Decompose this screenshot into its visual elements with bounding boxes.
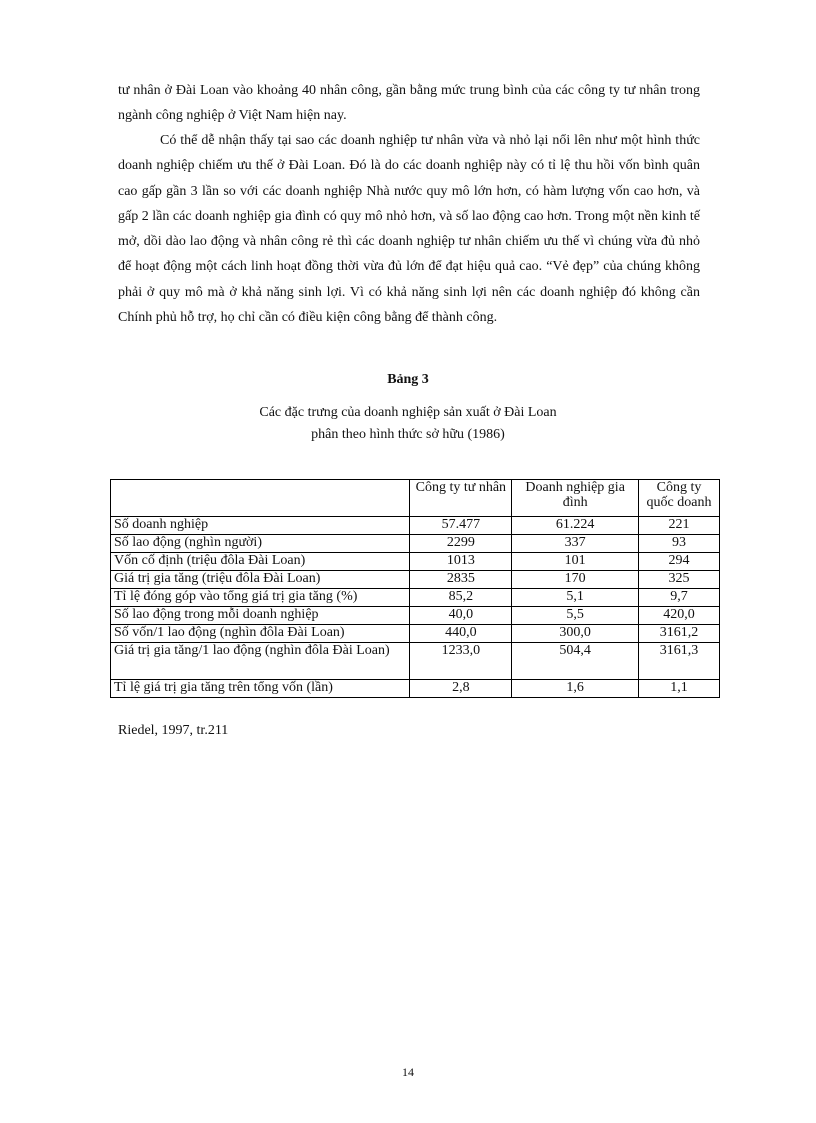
cell-family: 101 — [512, 553, 639, 571]
cell-state: 221 — [639, 517, 720, 535]
header-cell-family: Doanh nghiệp gia đình — [512, 480, 639, 517]
cell-private: 440,0 — [410, 625, 512, 643]
table-row — [111, 553, 720, 571]
enterprise-characteristics-table — [110, 479, 720, 698]
cell-state: 93 — [639, 535, 720, 553]
cell-family: 61.224 — [512, 517, 639, 535]
cell-family: 337 — [512, 535, 639, 553]
table-source: Riedel, 1997, tr.211 — [118, 723, 229, 738]
cell-family: 300,0 — [512, 625, 639, 643]
row-label: Tỉ lệ đóng góp vào tổng giá trị gia tăng (%) — [111, 589, 410, 607]
table-row — [111, 607, 720, 625]
row-label: Vốn cố định (triệu đôla Đài Loan) — [111, 553, 410, 571]
table-caption-line1: Các đặc trưng của doanh nghiệp sản xuất ở Đài Loan — [259, 405, 557, 420]
table-row — [111, 680, 720, 698]
table-caption-line2: phân theo hình thức sở hữu (1986) — [311, 427, 505, 442]
cell-family: 5,5 — [512, 607, 639, 625]
row-label: Số doanh nghiệp — [111, 517, 410, 535]
cell-family: 5,1 — [512, 589, 639, 607]
table-row — [111, 571, 720, 589]
row-label: Giá trị gia tăng (triệu đôla Đài Loan) — [111, 571, 410, 589]
table-row — [111, 643, 720, 680]
cell-private: 2835 — [410, 571, 512, 589]
table-number: Bảng 3 — [387, 372, 429, 387]
row-label: Số vốn/1 lao động (nghìn đôla Đài Loan) — [111, 625, 410, 643]
cell-state: 3161,2 — [639, 625, 720, 643]
cell-private: 1233,0 — [410, 643, 512, 680]
row-label: Giá trị gia tăng/1 lao động (nghìn đôla Đài Loan) — [111, 643, 410, 680]
paragraph-analysis: Có thể dễ nhận thấy tại sao các doanh nghiệp tư nhân vừa và nhỏ lại nổi lên như một hình thức doanh nghiệp chiếm ưu thế ở Đài Loan. Đó là do các doanh nghiệp này có tỉ lệ thu hồi vốn bình quân cao gấp gần 3 lần so với các doanh nghiệp Nhà nước quy mô lớn hơn, có hàm lượng vốn cao hơn, và gấp 2 lần các doanh nghiệp gia đình có quy mô nhỏ hơn, và số lao động cao hơn. Trong một nền kinh tế mở, dồi dào lao động và nhân công rẻ thì các doanh nghiệp tư nhân chiếm ưu thế vì chúng vừa đủ nhỏ để hoạt động một cách linh hoạt đồng thời vừa đủ lớn để đạt hiệu quả cao. “Vẻ đẹp” của chúng không phải ở quy mô mà ở khả năng sinh lợi. Vì có khả năng sinh lợi nên các doanh nghiệp đó không cần Chính phủ hỗ trợ, họ chỉ cần có điều kiện công bằng để thành công. — [118, 133, 700, 326]
table-row — [111, 517, 720, 535]
page-number: 14 — [402, 1065, 414, 1079]
header-cell-state: Công ty quốc doanh — [639, 480, 720, 517]
cell-state: 325 — [639, 571, 720, 589]
table-row — [111, 625, 720, 643]
header-cell-private: Công ty tư nhân — [410, 480, 512, 517]
row-label: Số lao động (nghìn người) — [111, 535, 410, 553]
cell-family: 1,6 — [512, 680, 639, 698]
cell-state: 294 — [639, 553, 720, 571]
table-row — [111, 589, 720, 607]
cell-private: 2299 — [410, 535, 512, 553]
paragraph-intro: tư nhân ở Đài Loan vào khoảng 40 nhân công, gần bằng mức trung bình của các công ty tư nhân trong ngành công nghiệp ở Việt Nam hiện nay. — [118, 83, 700, 123]
row-label: Tỉ lệ giá trị gia tăng trên tổng vốn (lần) — [111, 680, 410, 698]
cell-state: 1,1 — [639, 680, 720, 698]
cell-private: 1013 — [410, 553, 512, 571]
cell-private: 40,0 — [410, 607, 512, 625]
cell-private: 2,8 — [410, 680, 512, 698]
cell-family: 504,4 — [512, 643, 639, 680]
table-row — [111, 535, 720, 553]
cell-state: 3161,3 — [639, 643, 720, 680]
cell-state: 420,0 — [639, 607, 720, 625]
row-label: Số lao động trong mỗi doanh nghiệp — [111, 607, 410, 625]
cell-private: 85,2 — [410, 589, 512, 607]
cell-state: 9,7 — [639, 589, 720, 607]
header-cell-label — [111, 480, 410, 517]
table-header-row — [111, 480, 720, 517]
cell-family: 170 — [512, 571, 639, 589]
cell-private: 57.477 — [410, 517, 512, 535]
